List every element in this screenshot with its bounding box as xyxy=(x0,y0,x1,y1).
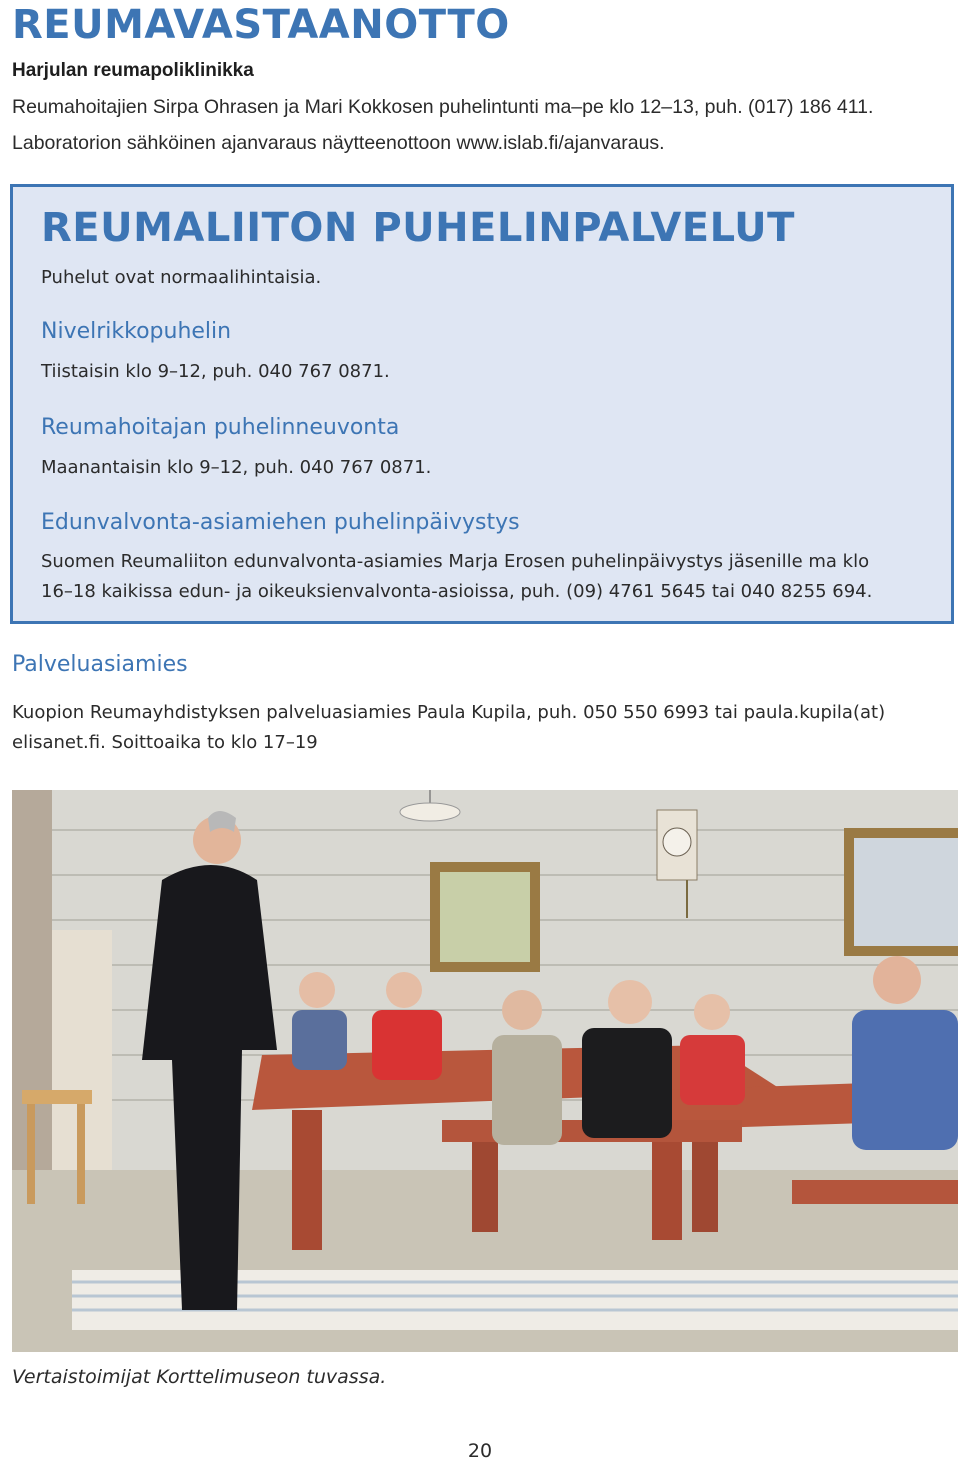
page-title: REUMAVASTAANOTTO xyxy=(12,2,510,48)
section-heading-nivelrikko: Nivelrikkopuhelin xyxy=(41,319,232,344)
palveluasiamies-heading: Palveluasiamies xyxy=(12,652,188,677)
phone-hours-line: Reumahoitajien Sirpa Ohrasen ja Mari Kokkosen puhelintunti ma–pe klo 12–13, puh. (017) 186 411. xyxy=(12,96,874,118)
photo-illustration xyxy=(12,790,958,1352)
clinic-name: Harjulan reumapoliklinikka xyxy=(12,60,254,81)
section-heading-edunvalvonta: Edunvalvonta-asiamiehen puhelinpäivystys xyxy=(41,510,520,535)
lab-booking-line: Laboratorion sähköinen ajanvaraus näytteenottoon www.islab.fi/ajanvaraus. xyxy=(12,132,665,154)
section-text-reumahoitaja: Maanantaisin klo 9–12, puh. 040 767 0871. xyxy=(41,457,432,478)
phone-services-box xyxy=(10,184,954,624)
section-heading-reumahoitaja: Reumahoitajan puhelinneuvonta xyxy=(41,415,400,440)
box-intro: Puhelut ovat normaalihintaisia. xyxy=(41,267,322,288)
page-number: 20 xyxy=(467,1440,493,1462)
section-text-nivelrikko: Tiistaisin klo 9–12, puh. 040 767 0871. xyxy=(41,361,390,382)
palveluasiamies-text-2: elisanet.fi. Soittoaika to klo 17–19 xyxy=(12,732,318,753)
section-text-edunvalvonta-1: Suomen Reumaliiton edunvalvonta-asiamies Marja Erosen puhelinpäivystys jäsenille ma klo xyxy=(41,551,870,572)
box-title: REUMALIITON PUHELINPALVELUT xyxy=(41,205,795,251)
palveluasiamies-text-1: Kuopion Reumayhdistyksen palveluasiamies Paula Kupila, puh. 050 550 6993 tai paula.kupila(at) xyxy=(12,702,886,723)
photo-caption: Vertaistoimijat Korttelimuseon tuvassa. xyxy=(12,1366,387,1388)
section-text-edunvalvonta-2: 16–18 kaikissa edun- ja oikeuksienvalvonta-asioissa, puh. (09) 4761 5645 tai 040 8255 694. xyxy=(41,581,873,602)
museum-photo xyxy=(12,790,958,1352)
